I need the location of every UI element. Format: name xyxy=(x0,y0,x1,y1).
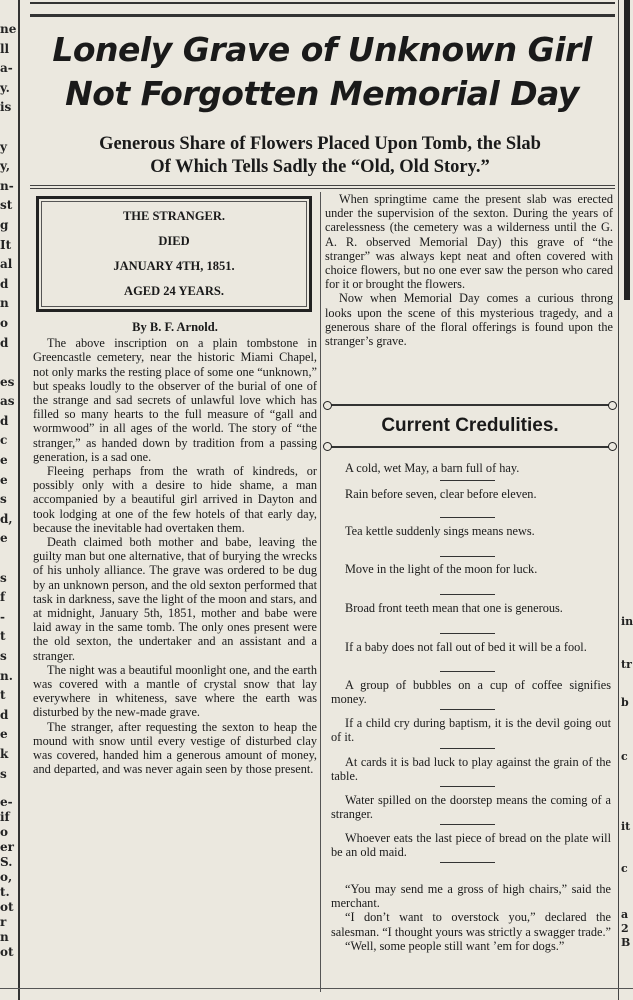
credulity-item: Tea kettle suddenly sings means news. xyxy=(345,524,535,538)
ornament-dot xyxy=(323,442,332,451)
credulity-item: Broad front teeth mean that one is generous. xyxy=(345,601,563,615)
edge-text-fragment: it xyxy=(621,820,631,833)
edge-text-fragment: n. xyxy=(0,668,13,683)
edge-text-fragment: o xyxy=(0,825,9,839)
credulity-item: Water spilled on the doorstep means the coming of a stranger. xyxy=(331,793,611,822)
item-separator xyxy=(440,709,495,710)
ornament-dot xyxy=(323,401,332,410)
edge-text-fragment: S. xyxy=(0,855,13,869)
credulities-title: Current Credulities. xyxy=(381,415,559,436)
top-rule xyxy=(30,2,615,4)
article-paragraph: Fleeing perhaps from the wrath of kindreds, or possibly only with a desire to hide shame, a man accompanied by a beautiful girl arrived in Dayton and took lodging at one of the few hotels of that early day, because the inevitable had overtaken them. xyxy=(33,464,317,535)
edge-text-fragment: e xyxy=(0,531,8,546)
edge-text-fragment: a xyxy=(621,908,629,921)
edge-text-fragment: k xyxy=(0,746,9,761)
right-column-fragment xyxy=(621,600,633,980)
ornament-dot xyxy=(608,442,617,451)
article-column-1 xyxy=(33,320,317,777)
item-separator xyxy=(440,480,495,481)
edge-text-fragment: d xyxy=(0,707,9,722)
joke-line: “I don’t want to overstock you,” declared the salesman. “I thought yours was strictly a swagger trade.” xyxy=(331,910,612,939)
article-paragraph: When springtime came the present slab was erected under the supervision of the sexton. During the years of carelessness (the cemetery was a wilderness until the G. A. R. observed Memorial Day) this grave of “the stranger” was always kept neat and often covered with choice flowers, but no one ever saw the person who cared for it or brought the flowers. xyxy=(325,192,613,292)
left-column-rule xyxy=(18,0,20,1000)
subheadline-line-2: Of Which Tells Sadly the “Old, Old Story.” xyxy=(150,157,490,177)
article-paragraph: The night was a beautiful moonlight one, and the earth was covered with a mantle of crystal snow that lay everywhere in whiteness, save where the earth was disturbed by the new-made grave. xyxy=(33,662,317,720)
edge-text-fragment: e- xyxy=(0,795,13,809)
edge-text-fragment: tr xyxy=(621,658,632,671)
edge-text-fragment: t. xyxy=(0,885,10,899)
edge-text-fragment xyxy=(0,549,14,569)
edge-text-fragment: o, xyxy=(0,870,13,884)
edge-text-fragment xyxy=(0,353,14,373)
article-paragraph: The stranger, after requesting the sexton to heap the mound with snow until every vestige of disturbed clay was covered, handed him a generous amount of money, and departed, and was never again seen by those present. xyxy=(33,719,317,777)
ornament-dot xyxy=(608,401,617,410)
item-separator xyxy=(440,594,495,595)
edge-text-fragment: e xyxy=(0,453,8,468)
tombstone-inscription-box xyxy=(36,196,312,312)
edge-text-fragment: t xyxy=(0,688,6,703)
edge-text-fragment: ot xyxy=(0,945,14,959)
edge-text-fragment: ll xyxy=(0,41,10,56)
edge-text-fragment: c xyxy=(0,433,8,448)
right-column-bar xyxy=(624,0,630,300)
article-paragraph: Death claimed both mother and babe, leaving the guilty man but one alternative, that of burying the wrecks of his unholy alliance. The grave was ordered to be dug by an unknown person, and the old sexton performed that task in darkness, save the light of the moon and stars, and at midnight, January 5th, 1851, mother and babe were laid away in the same tomb. The only ones present were the old sexton, the undertaker and an assistant and a stranger. xyxy=(33,535,317,663)
edge-text-fragment: al xyxy=(0,257,13,272)
edge-text-fragment: ne xyxy=(0,22,17,36)
edge-text-fragment: - xyxy=(0,609,5,624)
edge-text-fragment: d xyxy=(0,335,9,350)
edge-text-fragment: r xyxy=(0,915,7,929)
byline: By B. F. Arnold. xyxy=(132,320,218,334)
item-separator xyxy=(440,633,495,634)
item-separator xyxy=(440,786,495,787)
edge-text-fragment: st xyxy=(0,198,13,213)
edge-text-fragment: y. xyxy=(0,80,10,95)
edge-text-fragment: e xyxy=(0,727,8,742)
edge-text-fragment: a- xyxy=(0,61,13,76)
credulity-item: Whoever eats the last piece of bread on the plate will be an old maid. xyxy=(331,831,611,860)
item-separator xyxy=(440,517,495,518)
edge-text-fragment: t xyxy=(0,629,6,644)
bottom-rule xyxy=(0,988,633,989)
inscription-line-4: AGED 24 YEARS. xyxy=(124,284,224,298)
credulity-item: Rain before seven, clear before eleven. xyxy=(345,487,537,501)
edge-text-fragment: o xyxy=(0,315,9,330)
joke-line: “You may send me a gross of high chairs,” said the merchant. xyxy=(331,882,611,911)
joke-item xyxy=(331,882,611,953)
edge-text-fragment xyxy=(0,118,14,138)
credulity-item: Move in the light of the moon for luck. xyxy=(345,562,538,576)
edge-text-fragment: in xyxy=(621,615,633,628)
headline-line-1: Lonely Grave of Unknown Girl xyxy=(52,30,592,69)
top-rule-heavy xyxy=(30,14,615,17)
headline-line-2: Not Forgotten Memorial Day xyxy=(65,74,579,113)
left-column-fragment xyxy=(0,20,17,781)
edge-text-fragment: b xyxy=(621,696,629,709)
edge-text-fragment: er xyxy=(0,840,14,854)
edge-text-fragment: n- xyxy=(0,178,14,193)
inscription-line-1: THE STRANGER. xyxy=(122,209,226,223)
credulity-item: If a baby does not fall out of bed it will be a fool. xyxy=(345,640,587,654)
edge-text-fragment: It xyxy=(0,237,12,252)
inscription-line-3: JANUARY 4TH, 1851. xyxy=(113,259,235,273)
edge-text-fragment: d xyxy=(0,413,9,428)
edge-text-fragment: es xyxy=(0,374,15,389)
inscription-line-2: DIED xyxy=(158,234,190,248)
credulity-item: A group of bubbles on a cup of coffee signifies money. xyxy=(331,678,611,707)
edge-text-fragment: 2 xyxy=(621,922,629,935)
edge-text-fragment: f xyxy=(0,590,6,605)
item-separator xyxy=(440,671,495,672)
article-paragraph: The above inscription on a plain tombstone in Greencastle cemetery, near the historic Miami Chapel, not only marks the resting place of some one “unknown,” but speaks loudly to the observer of the burial of one of the strange and sad secrets of unlawful love which has filled so many hearts to the full measure of “gall and wormwood” in all ages of the world. The story of “the stranger,” as handed down by tradition from a passing generation, is a sad one. xyxy=(33,336,317,464)
edge-text-fragment: c xyxy=(621,862,628,875)
edge-text-fragment: g xyxy=(0,217,9,232)
item-separator xyxy=(440,862,495,863)
subheadline-rule xyxy=(30,185,615,186)
edge-text-fragment: B xyxy=(621,936,631,949)
edge-text-fragment: d, xyxy=(0,511,13,526)
edge-text-fragment: if xyxy=(0,810,10,824)
article-column-2 xyxy=(325,192,613,348)
edge-text-fragment: y xyxy=(0,139,7,154)
edge-text-fragment: ot xyxy=(0,900,14,914)
subheadline xyxy=(28,133,612,179)
edge-text-fragment: c xyxy=(621,750,628,763)
article-paragraph: Now when Memorial Day comes a curious throng looks upon the scene of this mysterious tragedy, and a generous share of the floral offerings is found upon the stranger’s grave. xyxy=(325,291,613,349)
column-divider xyxy=(320,192,321,992)
item-separator xyxy=(440,556,495,557)
edge-text-fragment: n xyxy=(0,930,9,944)
edge-text-fragment: s xyxy=(0,649,7,663)
item-separator xyxy=(440,824,495,825)
edge-text-fragment: is xyxy=(0,100,12,115)
left-column-fragment-lower xyxy=(0,795,14,995)
edge-text-fragment: n xyxy=(0,296,9,311)
edge-text-fragment: e xyxy=(0,472,8,487)
credulities-heading-box xyxy=(327,404,613,448)
edge-text-fragment: y, xyxy=(0,159,11,174)
edge-text-fragment: s xyxy=(0,570,7,585)
edge-text-fragment: d xyxy=(0,276,9,291)
right-column-rule xyxy=(618,0,619,1000)
credulity-item: If a child cry during baptism, it is the devil going out of it. xyxy=(331,716,611,745)
edge-text-fragment: as xyxy=(0,394,15,409)
joke-line: “Well, some people still want ’em for dogs.” xyxy=(345,938,565,953)
subheadline-rule-2 xyxy=(30,188,615,189)
edge-text-fragment: s xyxy=(0,766,7,781)
item-separator xyxy=(440,748,495,749)
edge-text-fragment: s xyxy=(0,492,7,507)
credulity-item: A cold, wet May, a barn full of hay. xyxy=(345,461,520,475)
subheadline-line-1: Generous Share of Flowers Placed Upon Tomb, the Slab xyxy=(99,134,541,154)
credulity-item: At cards it is bad luck to play against the grain of the table. xyxy=(331,755,611,784)
headline xyxy=(24,28,620,116)
